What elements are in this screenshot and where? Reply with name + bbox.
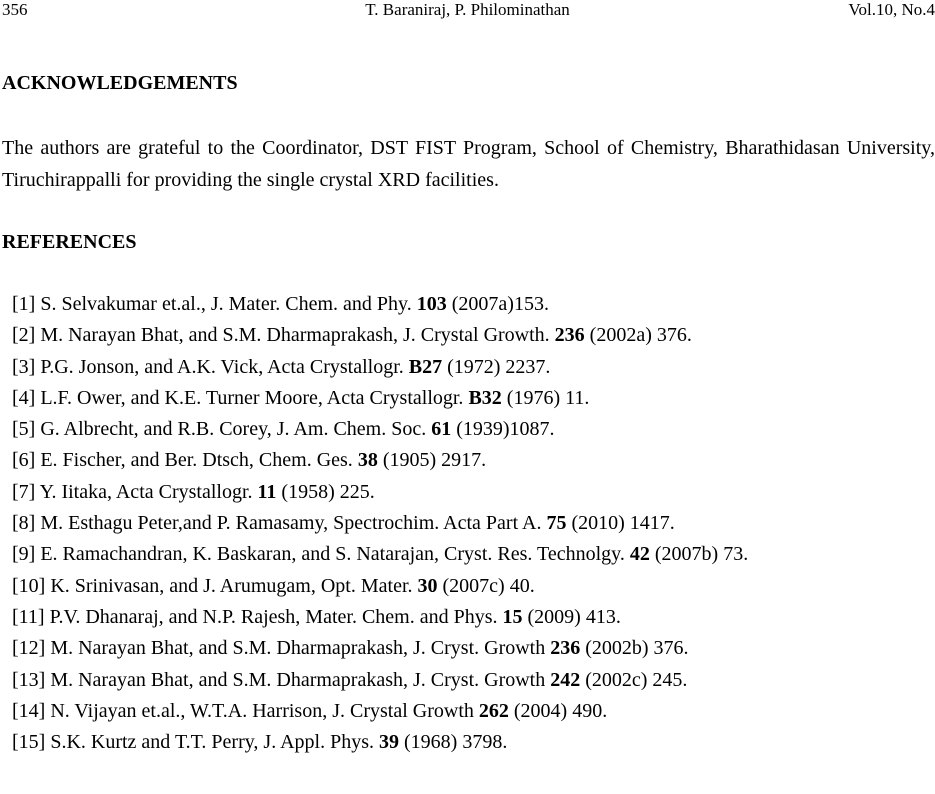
reference-item bbox=[12, 539, 922, 570]
reference-item bbox=[12, 477, 922, 508]
reference-volume: 262 bbox=[478, 699, 509, 722]
reference-volume: 236 bbox=[554, 324, 585, 347]
reference-year-pages: (2004) 490. bbox=[508, 699, 608, 722]
reference-text: [8] M. Esthagu Peter,and P. Ramasamy, Spectrochim. Acta Part A. bbox=[12, 512, 547, 535]
reference-volume: 103 bbox=[416, 293, 447, 315]
reference-year-pages: (2009) 413. bbox=[522, 605, 621, 628]
reference-volume: 38 bbox=[357, 449, 378, 472]
reference-volume: 75 bbox=[546, 512, 567, 535]
reference-item bbox=[12, 320, 922, 351]
reference-year-pages: (2007a)153. bbox=[446, 293, 549, 315]
reference-text: [3] P.G. Jonson, and A.K. Vick, Acta Crystallogr. bbox=[12, 355, 409, 378]
reference-volume: 15 bbox=[502, 605, 523, 628]
reference-text: [6] E. Fischer, and Ber. Dtsch, Chem. Ges. bbox=[12, 449, 358, 472]
reference-item bbox=[12, 727, 922, 758]
reference-volume: 39 bbox=[379, 731, 400, 754]
reference-item bbox=[12, 289, 922, 320]
reference-text: [10] K. Srinivasan, and J. Arumugam, Opt. Mater. bbox=[12, 574, 418, 597]
page-number: 356 bbox=[2, 0, 28, 19]
reference-volume: B27 bbox=[408, 355, 443, 378]
reference-text: [15] S.K. Kurtz and T.T. Perry, J. Appl. Phys. bbox=[12, 731, 380, 754]
reference-volume: 242 bbox=[550, 668, 581, 691]
running-head-authors: T. Baraniraj, P. Philominathan bbox=[365, 0, 570, 19]
reference-text: [5] G. Albrecht, and R.B. Corey, J. Am. Chem. Soc. bbox=[12, 418, 432, 441]
reference-text: [14] N. Vijayan et.al., W.T.A. Harrison, J. Crystal Growth bbox=[12, 699, 479, 722]
reference-item bbox=[12, 445, 922, 476]
running-head bbox=[0, 0, 935, 22]
reference-volume: 11 bbox=[257, 480, 277, 503]
reference-list bbox=[12, 289, 922, 758]
reference-year-pages: (2002c) 245. bbox=[580, 668, 688, 691]
reference-year-pages: (2010) 1417. bbox=[566, 512, 675, 535]
reference-item bbox=[12, 414, 922, 445]
reference-text: [13] M. Narayan Bhat, and S.M. Dharmaprakash, J. Cryst. Growth bbox=[12, 668, 551, 691]
reference-item bbox=[12, 571, 922, 602]
reference-item bbox=[12, 602, 922, 633]
reference-year-pages: (1968) 3798. bbox=[399, 731, 508, 754]
acknowledgements-heading: ACKNOWLEDGEMENTS bbox=[2, 72, 238, 94]
reference-year-pages: (1972) 2237. bbox=[442, 355, 551, 378]
reference-year-pages: (2007b) 73. bbox=[649, 543, 749, 566]
reference-text: [1] S. Selvakumar et.al., J. Mater. Chem. and Phy. bbox=[12, 293, 417, 315]
reference-year-pages: (2002a) 376. bbox=[584, 324, 692, 347]
acknowledgements-text: The authors are grateful to the Coordinator, DST FIST Program, School of Chemistry, Bharathidasan University, Tiruchirappalli for providing the single crystal XRD facilities. bbox=[2, 137, 935, 191]
reference-item bbox=[12, 696, 922, 727]
reference-year-pages: (2002b) 376. bbox=[580, 637, 689, 660]
reference-year-pages: (1976) 11. bbox=[501, 386, 590, 409]
reference-item bbox=[12, 352, 922, 383]
reference-text: [11] P.V. Dhanaraj, and N.P. Rajesh, Mater. Chem. and Phys. bbox=[12, 605, 503, 628]
reference-text: [12] M. Narayan Bhat, and S.M. Dharmaprakash, J. Cryst. Growth bbox=[12, 637, 551, 660]
reference-text: [2] M. Narayan Bhat, and S.M. Dharmaprakash, J. Crystal Growth. bbox=[12, 324, 555, 347]
reference-year-pages: (1939)1087. bbox=[451, 418, 555, 441]
reference-item bbox=[12, 665, 922, 696]
reference-volume: 42 bbox=[629, 543, 650, 566]
reference-volume: B32 bbox=[468, 386, 502, 409]
reference-year-pages: (1905) 2917. bbox=[377, 449, 487, 472]
reference-item bbox=[12, 633, 922, 664]
reference-year-pages: (1958) 225. bbox=[276, 480, 375, 503]
reference-text: [9] E. Ramachandran, K. Baskaran, and S. Natarajan, Cryst. Res. Technolgy. bbox=[12, 543, 630, 566]
reference-volume: 30 bbox=[417, 574, 438, 597]
running-head-volume: Vol.10, No.4 bbox=[848, 0, 935, 19]
reference-year-pages: (2007c) 40. bbox=[437, 574, 535, 597]
reference-volume: 61 bbox=[431, 418, 452, 441]
references-heading: REFERENCES bbox=[2, 231, 137, 253]
reference-text: [7] Y. Iitaka, Acta Crystallogr. bbox=[12, 480, 258, 503]
reference-item bbox=[12, 383, 922, 414]
reference-text: [4] L.F. Ower, and K.E. Turner Moore, Acta Crystallogr. bbox=[12, 386, 469, 409]
reference-item bbox=[12, 508, 922, 539]
reference-volume: 236 bbox=[550, 637, 581, 660]
